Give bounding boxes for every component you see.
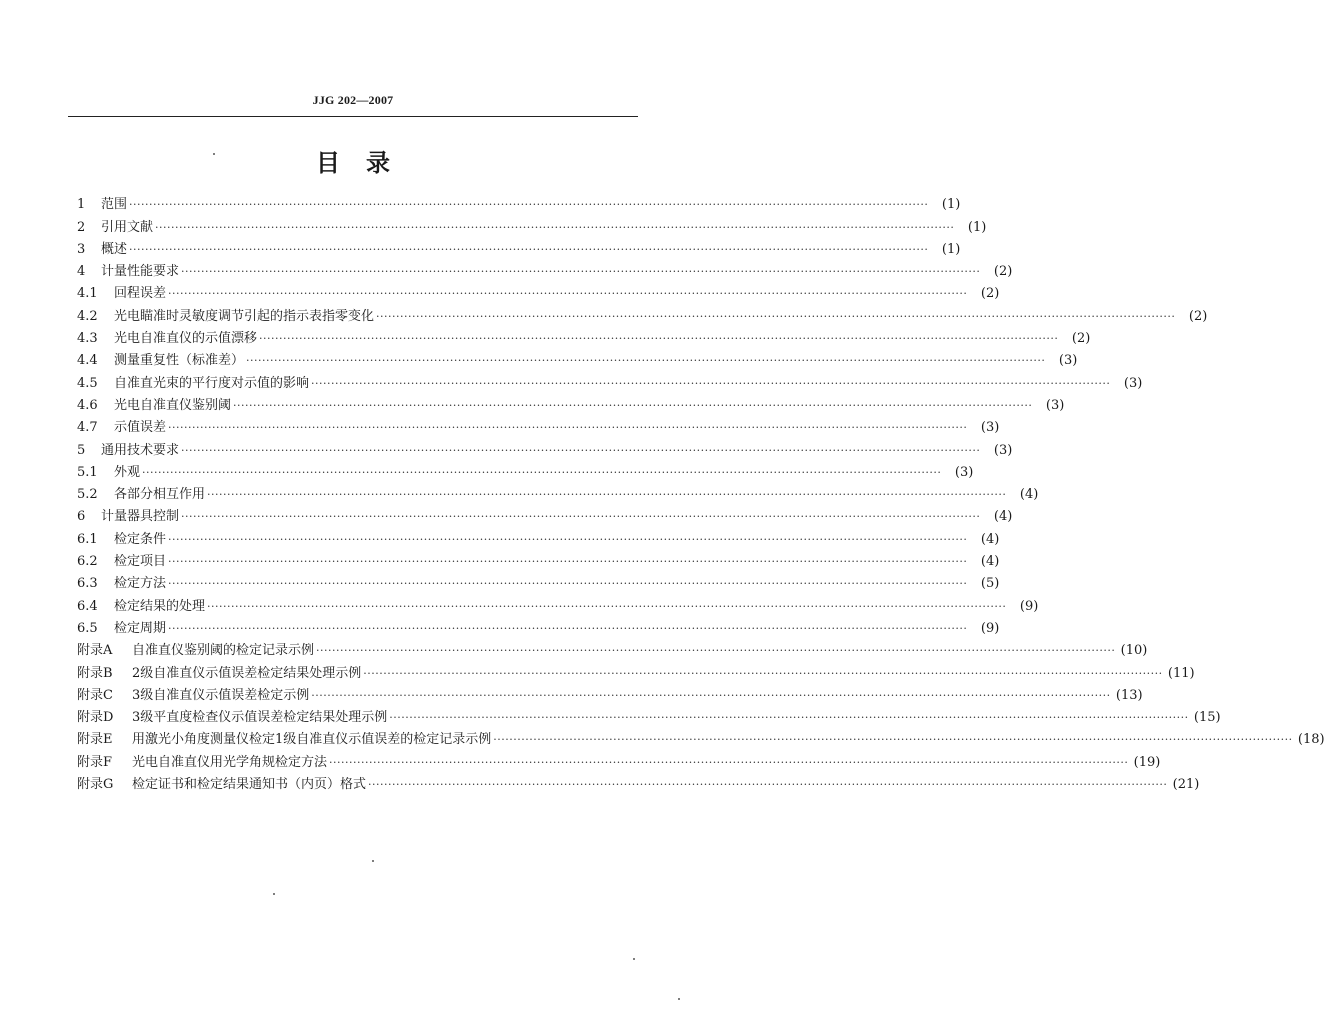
toc-entry-page: (13) (1115, 687, 1143, 703)
toc-entry (77, 481, 1039, 503)
toc-entry-page: (9) (980, 620, 1000, 636)
toc-leader-dots: ········································································································································································································ (168, 577, 968, 591)
toc-leader-dots: ········································································································································································································ (329, 755, 1129, 769)
toc-entry-page: (2) (1071, 331, 1091, 347)
toc-entry-number: 5 (77, 442, 86, 458)
toc-entry (77, 682, 1143, 704)
toc-entry (77, 213, 987, 235)
toc-entry-title: 引用文献 (101, 219, 154, 235)
toc-entry-number: 4.5 (77, 375, 98, 391)
toc-entry-number: 附录F (77, 754, 113, 770)
toc-entry-title: 测量重复性（标准差） (114, 353, 245, 369)
toc-entry-title: 检定结果的处理 (114, 598, 206, 614)
toc-entry-number: 附录A (77, 643, 113, 659)
toc-entry-page: (18) (1297, 732, 1325, 748)
toc-entry (77, 280, 1000, 302)
toc-leader-dots: ········································································································································································································ (311, 688, 1111, 702)
toc-entry-title: 光电自准直仪用光学角规检定方法 (132, 754, 328, 770)
toc-leader-dots: ········································································································································································································ (168, 555, 968, 569)
toc-leader-dots: ········································································································································································································ (168, 287, 968, 301)
scan-speck (273, 893, 275, 895)
toc-entry-page: (10) (1120, 643, 1148, 659)
toc-leader-dots: ········································································································································································································ (363, 666, 1163, 680)
toc-entry (77, 436, 1013, 458)
toc-entry-title: 各部分相互作用 (114, 487, 206, 503)
toc-entry-number: 4.1 (77, 286, 98, 302)
toc-entry-title: 外观 (114, 464, 141, 480)
toc-entry (77, 704, 1221, 726)
scan-speck (213, 153, 215, 155)
toc-entry-number: 6.2 (77, 554, 98, 570)
toc-entry-number: 附录G (77, 777, 114, 793)
toc-entry-number: 附录D (77, 710, 114, 726)
toc-leader-dots: ········································································································································································································ (376, 309, 1176, 323)
toc-entry-number: 6.4 (77, 598, 98, 614)
toc-entry-title: 检定方法 (114, 576, 167, 592)
toc-leader-dots: ········································································································································································································ (311, 376, 1111, 390)
toc-entry-number: 6.1 (77, 531, 98, 547)
toc-entry-number: 5.2 (77, 487, 98, 503)
toc-entry (77, 570, 1000, 592)
toc-entry-title: 2级自准直仪示值误差检定结果处理示例 (132, 665, 362, 681)
toc-entry-title: 计量器具控制 (101, 509, 180, 525)
toc-entry-title: 范围 (101, 197, 128, 213)
toc-entry-page: (3) (1058, 353, 1078, 369)
toc-entry-title: 检定条件 (114, 531, 167, 547)
toc-entry-number: 附录E (77, 732, 113, 748)
toc-entry-number: 附录B (77, 665, 113, 681)
toc-entry-title: 通用技术要求 (101, 442, 180, 458)
toc-entry (77, 236, 961, 258)
toc-entry (77, 302, 1208, 324)
toc-entry-number: 附录C (77, 687, 113, 703)
toc-entry-page: (3) (993, 442, 1013, 458)
table-of-contents (77, 191, 1325, 793)
toc-entry-title: 自准直仪鉴别阈的检定记录示例 (132, 643, 315, 659)
toc-entry-number: 5.1 (77, 464, 98, 480)
toc-entry-number: 6 (77, 509, 86, 525)
toc-entry-number: 4.3 (77, 331, 98, 347)
toc-leader-dots: ········································································································································································································ (168, 532, 968, 546)
toc-entry-number: 4.6 (77, 397, 98, 413)
toc-entry (77, 726, 1325, 748)
toc-entry-page: (4) (993, 509, 1013, 525)
toc-entry-title: 3级自准直仪示值误差检定示例 (132, 687, 310, 703)
toc-entry (77, 414, 1000, 436)
toc-entry-number: 6.5 (77, 620, 98, 636)
toc-leader-dots: ········································································································································································································ (168, 421, 968, 435)
toc-leader-dots: ········································································································································································································ (493, 733, 1293, 747)
scan-speck (372, 860, 374, 862)
toc-leader-dots: ········································································································································································································ (233, 398, 1033, 412)
toc-entry-page: (2) (980, 286, 1000, 302)
toc-leader-dots: ········································································································································································································ (207, 488, 1007, 502)
toc-entry-number: 2 (77, 219, 86, 235)
toc-entry-title: 3级平直度检查仪示值误差检定结果处理示例 (132, 710, 388, 726)
toc-entry-title: 光电瞄准时灵敏度调节引起的指示表指零变化 (114, 308, 375, 324)
toc-leader-dots: ········································································································································································································ (389, 711, 1189, 725)
toc-entry-page: (3) (1045, 397, 1065, 413)
toc-entry-title: 用激光小角度测量仪检定1级自准直仪示值误差的检定记录示例 (132, 732, 492, 748)
toc-entry-title: 检定项目 (114, 554, 167, 570)
toc-entry (77, 369, 1143, 391)
toc-leader-dots: ········································································································································································································ (181, 510, 981, 524)
toc-entry (77, 392, 1065, 414)
toc-entry-page: (1) (967, 219, 987, 235)
toc-leader-dots: ········································································································································································································ (142, 465, 942, 479)
toc-leader-dots: ········································································································································································································ (207, 599, 1007, 613)
toc-entry-page: (2) (1188, 308, 1208, 324)
page-title: 目录 (316, 149, 416, 177)
toc-entry-page: (3) (1123, 375, 1143, 391)
toc-entry (77, 503, 1013, 525)
toc-entry-page: (11) (1167, 665, 1195, 681)
toc-leader-dots: ········································································································································································································ (129, 198, 929, 212)
toc-entry-page: (3) (954, 464, 974, 480)
header-rule (68, 116, 638, 117)
toc-entry (77, 637, 1148, 659)
toc-entry-number: 3 (77, 241, 86, 257)
document-code-header: JJG 202—2007 (312, 93, 394, 107)
toc-entry (77, 615, 1000, 637)
toc-entry-number: 4.7 (77, 420, 98, 436)
toc-entry (77, 347, 1078, 369)
toc-entry-title: 检定周期 (114, 620, 167, 636)
toc-entry (77, 748, 1161, 770)
toc-entry-title: 光电自准直仪鉴别阈 (114, 397, 232, 413)
toc-entry-page: (19) (1133, 754, 1161, 770)
toc-entry (77, 258, 1013, 280)
toc-entry-title: 检定证书和检定结果通知书（内页）格式 (132, 777, 367, 793)
toc-entry (77, 659, 1195, 681)
toc-entry-page: (15) (1193, 710, 1221, 726)
toc-leader-dots: ········································································································································································································ (168, 621, 968, 635)
toc-entry (77, 592, 1039, 614)
toc-entry-title: 回程误差 (114, 286, 167, 302)
toc-leader-dots: ········································································································································································································ (129, 242, 929, 256)
toc-entry-page: (1) (941, 241, 961, 257)
toc-entry-number: 6.3 (77, 576, 98, 592)
toc-entry-page: (1) (941, 197, 961, 213)
toc-entry (77, 325, 1091, 347)
toc-entry (77, 525, 1000, 547)
toc-entry-number: 4.2 (77, 308, 98, 324)
toc-entry (77, 771, 1200, 793)
toc-entry-title: 自准直光束的平行度对示值的影响 (114, 375, 310, 391)
toc-entry (77, 548, 1000, 570)
toc-entry-number: 4.4 (77, 353, 98, 369)
toc-leader-dots: ········································································································································································································ (259, 332, 1059, 346)
toc-entry-number: 1 (77, 197, 86, 213)
toc-entry-page: (2) (993, 264, 1013, 280)
toc-entry-page: (4) (980, 531, 1000, 547)
toc-entry-page: (5) (980, 576, 1000, 592)
toc-entry-title: 概述 (101, 241, 128, 257)
toc-entry (77, 191, 961, 213)
toc-leader-dots: ········································································································································································································ (368, 778, 1168, 792)
toc-entry-page: (4) (980, 554, 1000, 570)
toc-entry-page: (4) (1019, 487, 1039, 503)
toc-entry-page: (3) (980, 420, 1000, 436)
toc-entry-title: 示值误差 (114, 420, 167, 436)
scan-speck (678, 998, 680, 1000)
toc-leader-dots: ········································································································································································································ (246, 354, 1046, 368)
toc-entry-number: 4 (77, 264, 86, 280)
toc-entry-title: 计量性能要求 (101, 264, 180, 280)
toc-entry-title: 光电自准直仪的示值漂移 (114, 331, 258, 347)
toc-leader-dots: ········································································································································································································ (181, 443, 981, 457)
toc-entry-page: (9) (1019, 598, 1039, 614)
scan-speck (633, 958, 635, 960)
toc-leader-dots: ········································································································································································································ (181, 265, 981, 279)
toc-leader-dots: ········································································································································································································ (316, 644, 1116, 658)
toc-leader-dots: ········································································································································································································ (155, 220, 955, 234)
toc-entry (77, 459, 974, 481)
toc-entry-page: (21) (1172, 777, 1200, 793)
